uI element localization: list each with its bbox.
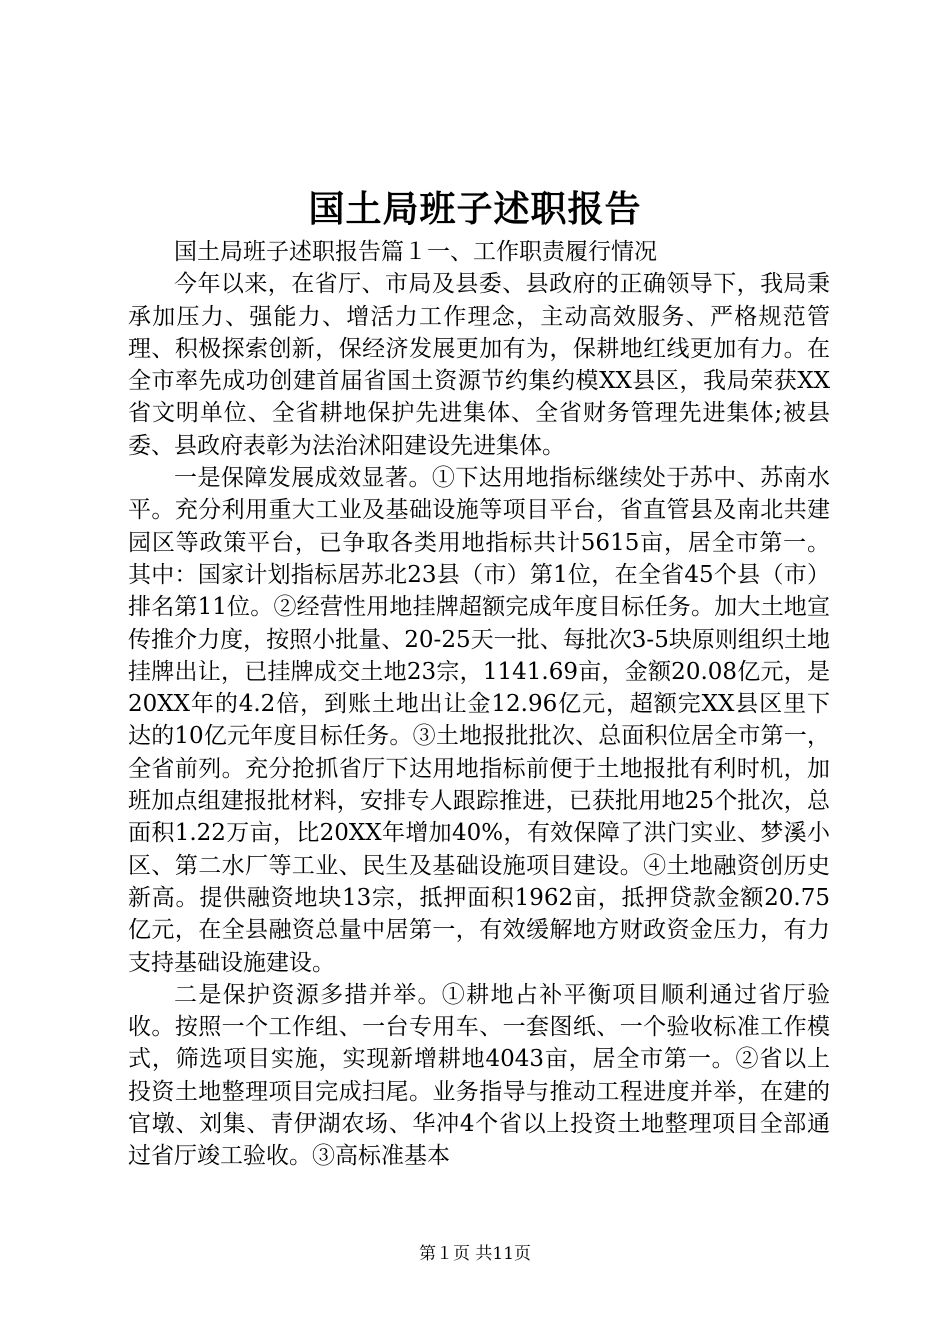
document-title: 国土局班子述职报告 [308, 188, 642, 230]
paragraph-development: 一是保障发展成效显著。①下达用地指标继续处于苏中、苏南水平。充分利用重大工业及基础设施等项目平台，省直管县及南北共建园区等政策平台，已争取各类用地指标共计5615亩，居全市第一。其中：国家计划指标居苏北23县（市）第1位，在全省45个县（市）排名第11位。②经营性用地挂牌超额完成年度目标任务。加大土地宣传推介力度，按照小批量、20-25天一批、每批次3-5块原则组织土地挂牌出让，已挂牌成交土地23宗，1141.69亩，金额20.08亿元，是20XX年的4.2倍，到账土地出让金12.96亿元，超额完XX县区里下达的10亿元年度目标任务。③土地报批批次、总面积位居全市第一，全省前列。充分抢抓省厅下达用地指标前便于土地报批有利时机，加班加点组建报批材料，安排专人跟踪推进，已获批用地25个批次，总面积1.22万亩，比20XX年增加40%，有效保障了洪门实业、梦溪小区、第二水厂等工业、民生及基础设施项目建设。④土地融资创历史新高。提供融资地块13宗，抵押面积1962亩，抵押贷款金额20.75亿元，在全县融资总量中居第一，有效缓解地方财政资金压力，有力支持基础设施建设。 [128, 465, 830, 976]
paragraph-heading: 国土局班子述职报告篇１一、工作职责履行情况 [174, 239, 657, 265]
paragraph-overview: 今年以来，在省厅、市局及县委、县政府的正确领导下，我局秉承加压力、强能力、增活力工作理念，主动高效服务、严格规范管理、积极探索创新，保经济发展更加有为，保耕地红线更加有力。在全市率先成功创建首届省国土资源节约集约模XX县区，我局荣获XX省文明单位、全省耕地保护先进集体、全省财务管理先进集体;被县委、县政府表彰为法治沭阳建设先进集体。 [128, 271, 830, 459]
document-body [128, 236, 830, 1173]
page-number: 第１页 共11页 [418, 1244, 532, 1264]
paragraph-resource-protection: 二是保护资源多措并举。①耕地占补平衡项目顺利通过省厅验收。按照一个工作组、一台专用车、一套图纸、一个验收标准工作模式，筛选项目实施，实现新增耕地4043亩，居全市第一。②省以上投资土地整理项目完成扫尾。业务指导与推动工程进度并举，在建的官墩、刘集、青伊湖农场、华冲4个省以上投资土地整理项目全部通过省厅竣工验收。③高标准基本 [128, 981, 830, 1170]
